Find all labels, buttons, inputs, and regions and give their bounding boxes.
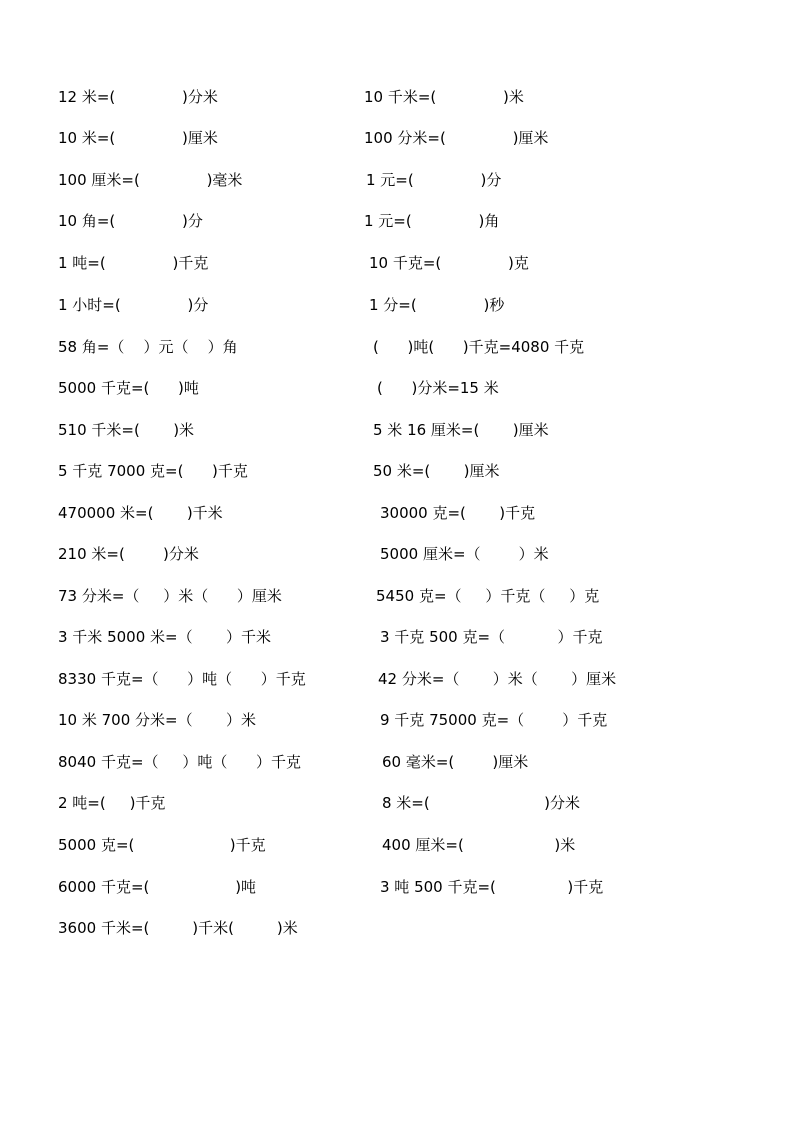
right-item-11: 30000 克=( )千克 (380, 504, 536, 522)
left-item-1: 12 米=( )分米 (58, 88, 218, 106)
left-item-9: 510 千米=( )米 (58, 421, 195, 439)
right-item-6: 1 分=( )秒 (369, 296, 505, 314)
right-item-1: 10 千米=( )米 (364, 88, 524, 106)
left-item-10: 5 千克 7000 克=( )千克 (58, 462, 248, 480)
left-item-3: 100 厘米=( )毫米 (58, 171, 243, 189)
right-item-2: 100 分米=( )厘米 (364, 129, 549, 147)
right-item-16: 9 千克 75000 克=（ ）千克 (380, 711, 608, 729)
left-item-7: 58 角=（ ）元（ ）角 (58, 338, 238, 356)
left-item-13: 73 分米=（ ）米（ ）厘米 (58, 587, 282, 605)
right-item-20: 3 吨 500 千克=( )千克 (380, 878, 604, 896)
left-item-2: 10 米=( )厘米 (58, 129, 218, 147)
left-item-5: 1 吨=( )千克 (58, 254, 209, 272)
right-item-18: 8 米=( )分米 (382, 794, 581, 812)
right-item-19: 400 厘米=( )米 (382, 836, 576, 854)
left-item-6: 1 小时=( )分 (58, 296, 209, 314)
right-item-9: 5 米 16 厘米=( )厘米 (373, 421, 549, 439)
right-item-13: 5450 克=（ ）千克（ ）克 (376, 587, 600, 605)
left-item-20: 6000 千克=( )吨 (58, 878, 257, 896)
left-item-18: 2 吨=( )千克 (58, 794, 166, 812)
left-item-16: 10 米 700 分米=（ ）米 (58, 711, 256, 729)
right-item-10: 50 米=( )厘米 (373, 462, 500, 480)
right-item-4: 1 元=( )角 (364, 212, 500, 230)
right-item-3: 1 元=( )分 (366, 171, 502, 189)
right-item-17: 60 毫米=( )厘米 (382, 753, 529, 771)
left-item-17: 8040 千克=（ ）吨（ ）千克 (58, 753, 301, 771)
right-item-15: 42 分米=（ ）米（ ）厘米 (378, 670, 617, 688)
left-item-19: 5000 克=( )千克 (58, 836, 266, 854)
left-item-15: 8330 千克=（ ）吨（ ）千克 (58, 670, 306, 688)
left-item-11: 470000 米=( )千米 (58, 504, 223, 522)
left-item-8: 5000 千克=( )吨 (58, 379, 199, 397)
right-item-12: 5000 厘米=（ ）米 (380, 545, 549, 563)
right-item-8: ( )分米=15 米 (377, 379, 499, 397)
right-item-7: ( )吨( )千克=4080 千克 (373, 338, 585, 356)
left-item-14: 3 千米 5000 米=（ ）千米 (58, 628, 271, 646)
left-item-12: 210 米=( )分米 (58, 545, 199, 563)
left-item-4: 10 角=( )分 (58, 212, 203, 230)
right-item-5: 10 千克=( )克 (369, 254, 529, 272)
right-item-14: 3 千克 500 克=（ ）千克 (380, 628, 603, 646)
left-item-21: 3600 千米=( )千米( )米 (58, 919, 298, 937)
